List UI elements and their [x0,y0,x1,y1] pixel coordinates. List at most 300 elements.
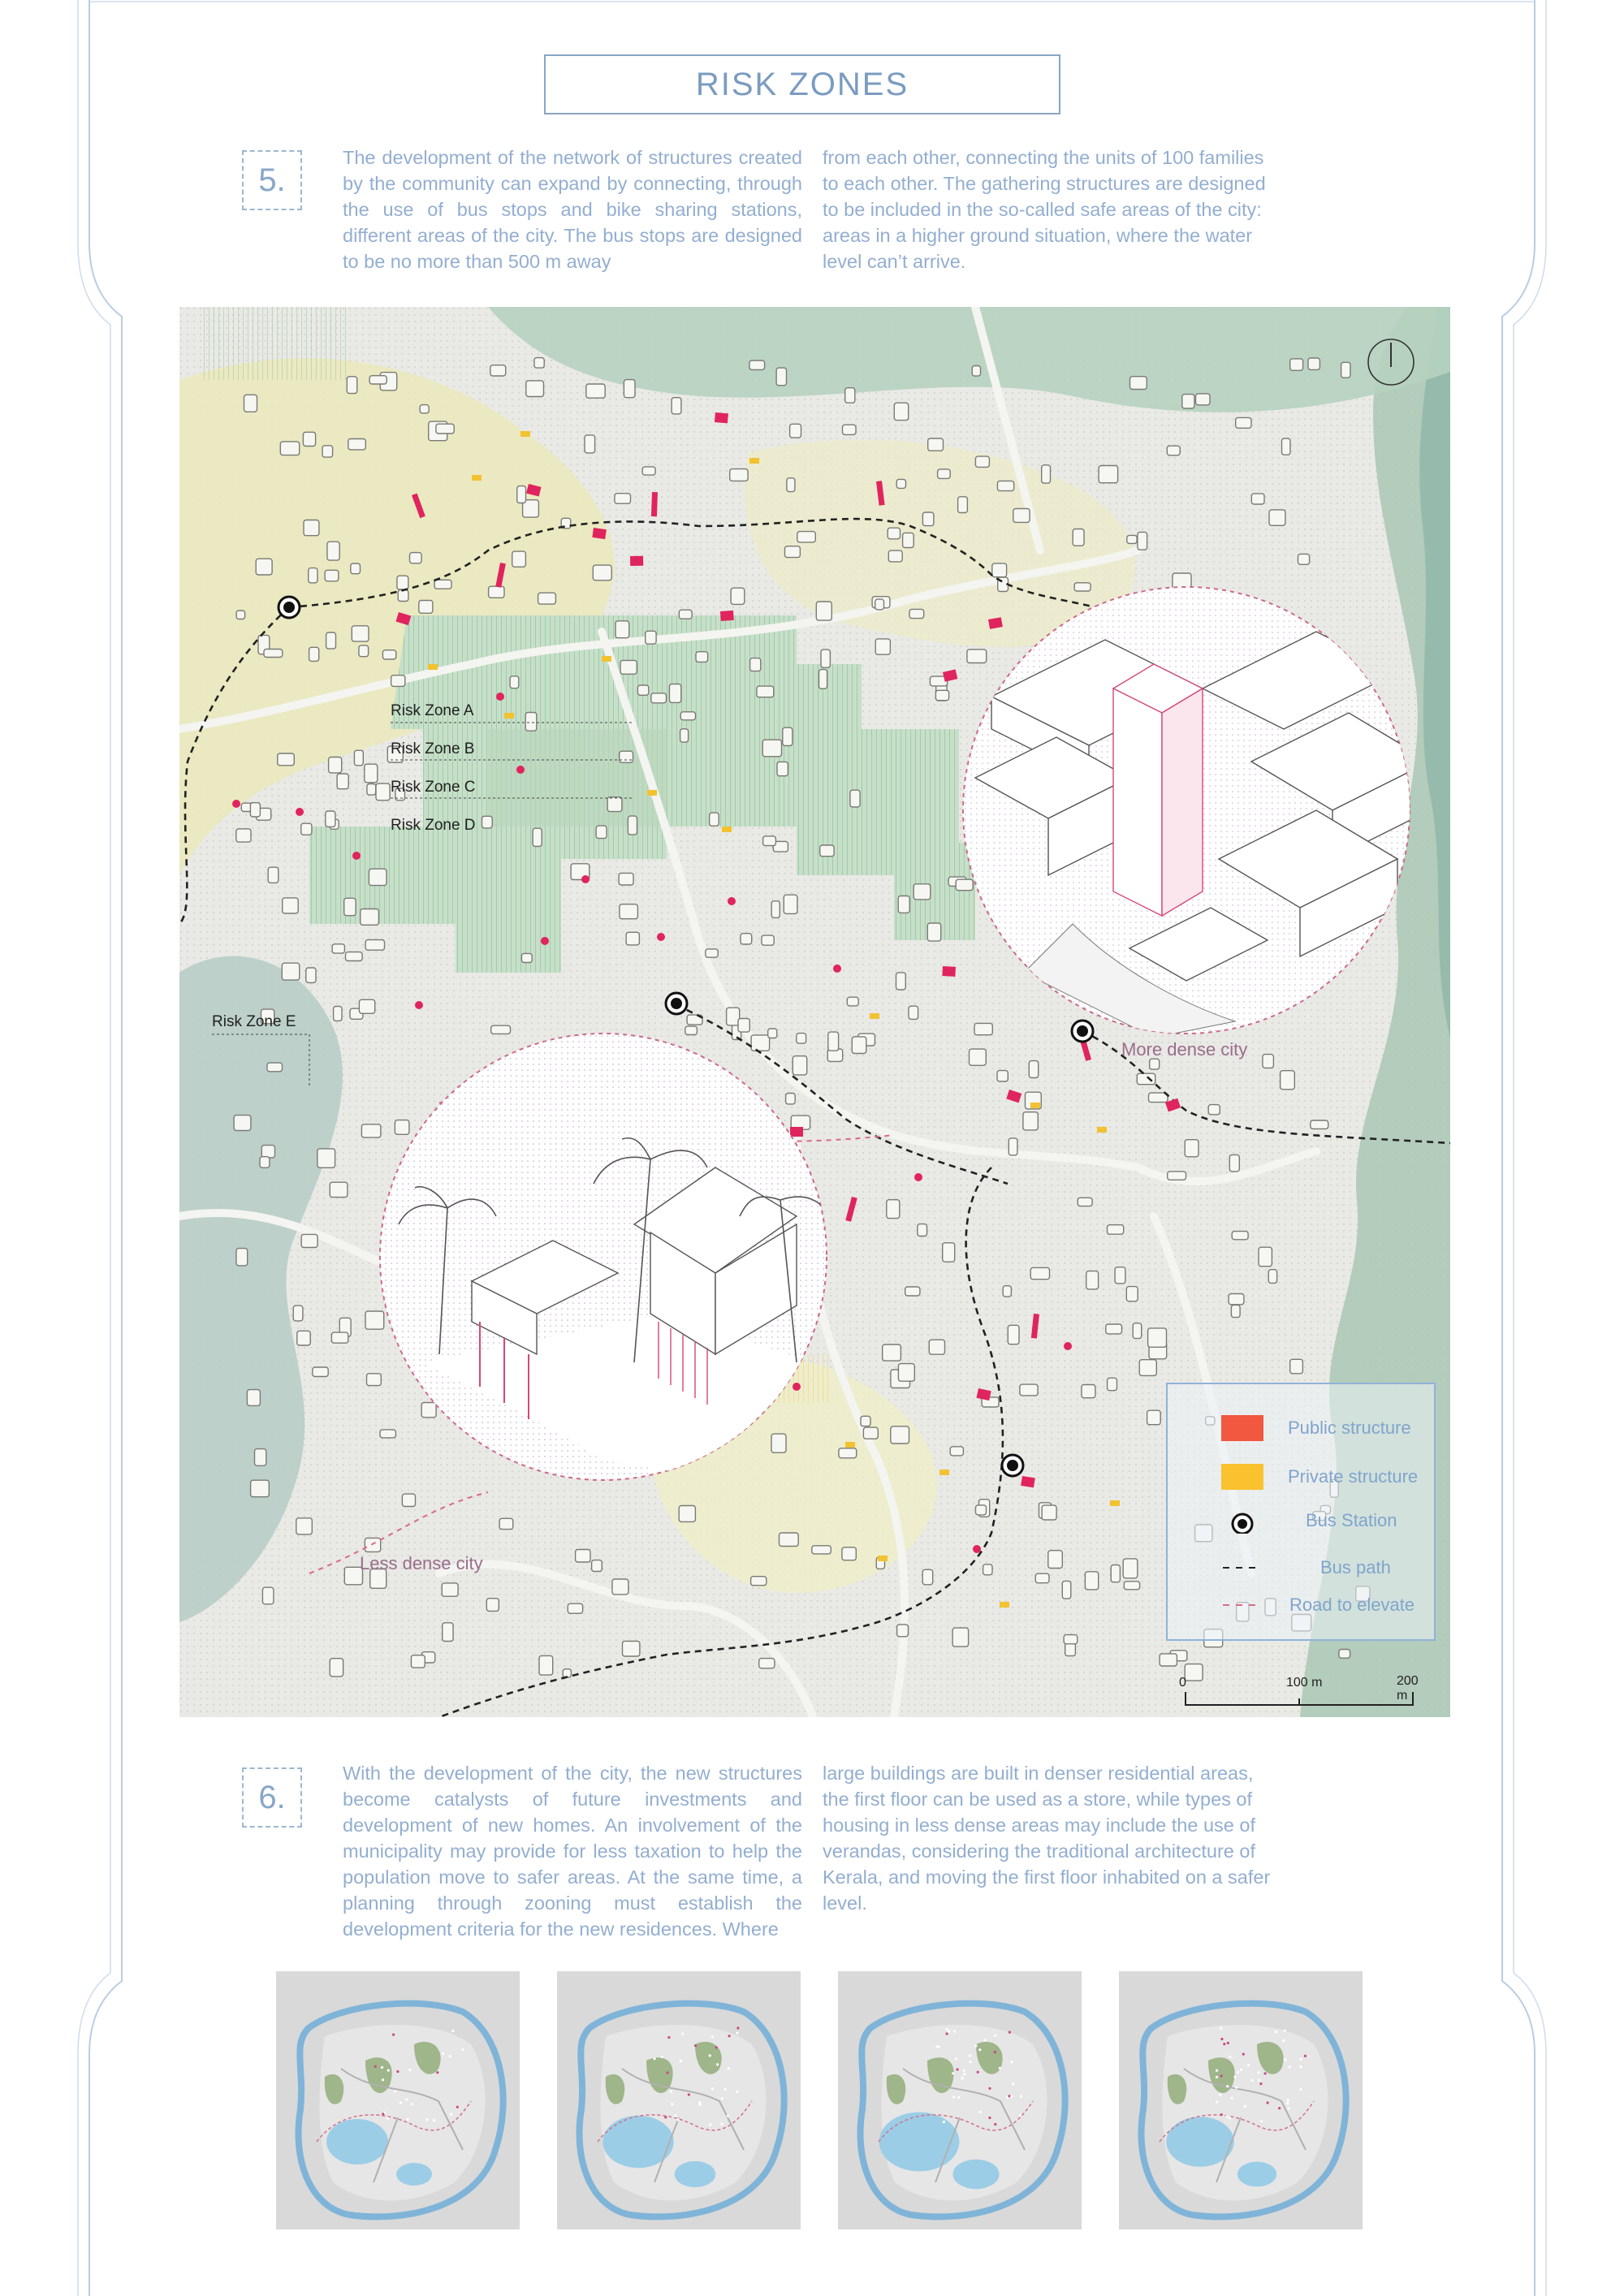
building [1111,1565,1120,1582]
bus-station-marker[interactable] [1002,1455,1023,1476]
building [909,1006,918,1019]
building [268,867,279,883]
thumb-building [711,2035,714,2038]
building [1062,1581,1071,1599]
building [1290,1359,1303,1374]
legend-bus-path-label: Bus path [1320,1557,1391,1577]
building [637,685,648,695]
thumb-building [977,2071,979,2074]
building [710,813,719,826]
building [950,1447,963,1456]
building [365,940,384,951]
building [533,828,542,846]
section5-text-right: from each other, connecting the units of 100 families to each other. The gathering structures are designed to be included in the so-called safe areas of the city: areas in a higher ground situation, where the water level can’t arrive. [823,147,1266,272]
building [486,1599,499,1612]
building [750,658,761,671]
building [586,384,605,398]
thumb-building [1223,2043,1225,2045]
building [593,565,611,580]
scale-end: 200 m [1397,1674,1419,1703]
building [974,1023,992,1034]
building [337,774,348,789]
building [301,823,312,835]
building [777,762,788,775]
building [1231,1305,1240,1317]
building [1229,1294,1244,1305]
private-structure [504,713,514,719]
public-structure-point [728,897,736,905]
building [332,944,344,953]
building [997,1071,1008,1081]
map-legend [1166,1383,1436,1641]
building [1030,1267,1049,1279]
thumb-building [694,2044,697,2047]
thumb-lake-small [675,2161,716,2187]
building [267,1063,283,1072]
building [997,481,1013,490]
building [623,1641,640,1656]
building [679,610,692,619]
building [1150,1059,1160,1069]
legend-road-label: Road to elevate [1289,1595,1415,1615]
building [282,963,300,980]
building [897,1625,909,1637]
thumb-building [392,2034,395,2036]
thumb-building [1244,2105,1246,2108]
public-structure-point [352,852,361,860]
building [442,1583,458,1596]
private-structure [1000,1602,1009,1608]
building [296,1518,313,1534]
building [1290,359,1303,370]
building [626,932,639,945]
building [419,601,433,614]
building [875,639,890,654]
thumb-building [449,2055,451,2057]
public-structure [592,528,607,539]
thumb-building [961,2077,964,2079]
thumb-building [953,2030,956,2032]
thumb-building [1233,2076,1236,2078]
building [304,520,319,536]
building [443,1623,453,1642]
building [1298,554,1310,564]
thumb-building [1220,2074,1223,2077]
building [256,559,272,575]
thumb-building [1227,2042,1229,2044]
building [397,576,408,589]
building [972,366,980,377]
callout-label-less-dense: Less dense city [360,1553,483,1573]
thumb-building [716,2063,719,2065]
building [816,602,831,620]
building [887,1200,900,1219]
bus-station-marker[interactable] [666,993,687,1014]
building [975,456,989,467]
thumb-building [1229,2117,1231,2119]
building [646,631,656,644]
building [763,836,776,846]
thumb-building [994,2123,996,2126]
thumb-building [720,2123,723,2126]
building [883,1344,901,1361]
building [624,380,635,398]
building [592,1560,603,1572]
building [525,713,537,732]
private-structure [939,1470,949,1475]
building [793,1056,806,1075]
building [783,727,793,745]
thumb-building [1257,2071,1259,2074]
building [785,546,801,558]
building [784,895,797,913]
building [680,729,689,742]
private-structure [647,790,657,796]
building [526,381,544,397]
building [369,376,387,384]
section6-text-right: large buildings are built in denser residential areas, the first floor can be used as a store, while types of housing in less dense areas may include the use of verandas, considering the traditional architecture of Kerala, and moving the first floor inhabited on a safer level. [823,1763,1271,1914]
building [348,439,366,450]
development-stage-map-3 [838,1971,1082,2229]
thumb-building [681,2032,684,2035]
thumb-building [994,2035,996,2037]
building [1124,1582,1139,1590]
building [1123,1559,1138,1578]
building [1138,532,1147,550]
step-number-5: 5. [242,150,302,210]
building [1149,1093,1168,1103]
building [812,1546,831,1554]
thumb-lake-small [396,2163,432,2186]
thumb-building [957,2096,960,2099]
thumb-building [381,2066,383,2069]
building [1074,583,1091,591]
legend-bus-station [1168,1504,1434,1537]
thumb-lake [326,2119,388,2164]
thumb-building [1284,2058,1286,2061]
thumb-lake [879,2113,960,2172]
thumb-building [1020,2095,1022,2097]
building [491,1025,511,1034]
thumb-building [736,2091,738,2093]
building [344,898,356,915]
building [696,652,708,662]
thumb-building [1012,2082,1014,2085]
thumb-building [1304,2055,1307,2057]
building [669,684,680,703]
building [234,1116,251,1131]
thumb-building [709,2123,711,2126]
building [359,999,374,1013]
building [297,1331,310,1345]
thumb-building [654,2057,656,2060]
building [521,953,532,962]
building [251,1480,270,1497]
private-structure [428,664,438,670]
building [1108,1378,1117,1390]
building [1341,362,1350,378]
thumb-building [1283,2030,1285,2032]
building [411,1655,425,1668]
building [346,952,363,961]
thumb-building [1287,2108,1289,2110]
thumb-building [935,2045,938,2048]
building [309,568,317,583]
thumb-building [1220,2027,1222,2030]
building [651,693,667,703]
building [1064,1635,1078,1644]
thumb-building [387,2069,390,2072]
thumb-building [1216,2069,1218,2072]
thumb-building [727,2115,729,2117]
building [894,403,908,420]
bus-station-marker[interactable] [1072,1021,1093,1042]
building [367,784,376,796]
thumb-building [661,2056,663,2058]
building [790,424,801,438]
thumb-building [955,2057,957,2060]
thumb-building [1242,2053,1245,2056]
building [1251,494,1264,504]
legend-road [1168,1589,1434,1621]
building [780,1533,799,1547]
private-structure [878,1556,888,1561]
building [330,1659,343,1677]
building [326,632,336,649]
building [786,1094,796,1104]
building [762,740,781,757]
building [365,1538,380,1552]
thumb-building [1226,2115,1229,2117]
thumb-building [1264,2072,1267,2074]
building [361,1124,381,1137]
thumb-building [674,2114,676,2117]
building [309,647,319,661]
thumb-building [1289,2065,1291,2068]
building [1182,395,1194,408]
building [568,1603,582,1613]
building [1106,1324,1122,1334]
building [757,686,774,697]
public-structure [942,966,956,977]
building [325,570,339,581]
building [264,650,283,658]
building [759,1659,775,1668]
building [354,750,363,766]
building [612,1579,628,1595]
public-structure-point [541,937,549,945]
building [539,1655,553,1675]
building [888,528,900,539]
thumb-building [676,2118,679,2121]
thumb-building [1009,2031,1011,2034]
thumb-building [736,2031,738,2034]
building [730,469,748,481]
building [283,898,299,913]
thumb-building [1240,2069,1242,2071]
building [365,764,378,783]
building [839,1448,857,1458]
building [534,358,544,369]
building [398,590,408,602]
building [303,432,315,446]
building [306,968,316,982]
thumb-building [952,2072,954,2074]
thumb-building [1275,2031,1277,2033]
building [301,1234,317,1247]
building [334,1007,342,1021]
building [607,797,622,812]
building [489,586,504,598]
building [236,1249,248,1266]
thumb-building [1220,2113,1223,2116]
building [615,621,629,638]
building [361,909,379,926]
thumb-building [1229,2056,1231,2058]
building [329,757,342,773]
public-structure-point [296,808,304,816]
thumb-building [1220,2038,1223,2040]
building [956,879,973,891]
thumb-building [1235,2087,1237,2089]
building [1023,1112,1038,1130]
building [260,1157,270,1168]
public-structure-point [657,933,665,941]
thumb-building [728,2067,730,2069]
building [943,1243,955,1262]
thumb-building [436,2071,438,2074]
private-structure [520,431,530,437]
callout-label-dense: More dense city [1121,1039,1248,1060]
thumb-building [1299,2088,1302,2091]
building [576,1550,590,1563]
building [935,690,948,700]
building [1035,1573,1049,1583]
building [875,599,884,610]
public-structure-point [973,1545,981,1553]
thumb-building [382,2113,384,2115]
building [280,442,299,455]
building [490,365,506,376]
building [1115,1267,1125,1284]
scale-zero: 0 [1179,1676,1186,1690]
thumb-building [671,2103,673,2105]
thumb-building [974,2044,977,2047]
building [909,609,924,618]
building [922,1569,933,1585]
private-structure [845,1442,855,1448]
building [820,845,834,857]
building [1168,1172,1186,1180]
thumb-building [1019,2114,1021,2117]
step-number-6: 6. [242,1767,302,1828]
thumb-building [451,2030,454,2032]
legend-bus-station-label: Bus Station [1306,1510,1397,1530]
building [797,1034,806,1044]
thumb-building [1247,2064,1250,2066]
building [776,368,786,386]
building [327,542,339,560]
building [395,1120,409,1135]
thumb-building [983,2039,986,2041]
building [1085,1572,1098,1590]
building [313,1367,328,1377]
building [762,935,774,945]
building [1232,1232,1248,1240]
thumb-building [425,2118,428,2121]
building [685,1026,698,1034]
building [250,803,260,817]
development-stage-map-2 [557,1971,801,2229]
building [365,1311,384,1329]
bus-station-icon [1221,1508,1263,1534]
building [512,551,526,567]
thumb-building [461,2048,464,2051]
building [852,1037,866,1054]
legend-public-label: Public structure [1288,1418,1411,1438]
building [1008,1325,1019,1344]
bus-station-marker[interactable] [279,597,300,618]
legend-public [1168,1412,1434,1444]
building [1259,1247,1272,1267]
building [731,588,745,604]
building [642,467,655,475]
thumb-building [1008,2095,1010,2097]
building [903,533,914,547]
building [967,650,987,663]
thumb-building [667,2071,669,2074]
thumb-building [728,2035,731,2037]
thumb-building [387,2117,389,2120]
private-swatch [1221,1464,1263,1490]
building [1020,1384,1038,1396]
section6-text-left: With the development of the city, the new structures become catalysts of future investments and development of new homes. An involvement of the municipality may provide for less taxation to help the population move to safer areas. At the same time, a planning through zooning must establish the development criteria for the new residences. Where [343,1763,802,1940]
scale-mid: 100 m [1286,1676,1323,1690]
public-structure-point [793,1383,801,1391]
thumb-building [988,2117,991,2119]
thumb-building [711,2087,714,2090]
development-stage-map-1 [276,1971,520,2229]
thumb-building [1011,2061,1013,2063]
building [706,949,718,957]
building [861,1416,870,1426]
building [317,1149,335,1167]
building [380,1430,395,1438]
public-structure [630,556,643,566]
thumb-building [1237,2071,1239,2074]
building [247,1390,260,1406]
thumb-building [407,2118,409,2121]
building [596,826,607,839]
thumb-building [969,2055,971,2057]
building [1208,1105,1220,1115]
building [771,1434,786,1452]
thumb-building [1267,2101,1269,2104]
building [1339,1650,1350,1659]
building [244,395,257,412]
building [992,563,1007,577]
thumb-building [1282,2039,1285,2042]
legend-bus-path [1168,1552,1434,1584]
building [1268,1270,1276,1284]
public-structure [790,1127,803,1137]
public-structure-point [516,766,525,774]
building [620,660,637,674]
building [382,650,395,659]
building [1281,1071,1295,1090]
public-structure-point [581,875,590,883]
building [236,829,251,842]
